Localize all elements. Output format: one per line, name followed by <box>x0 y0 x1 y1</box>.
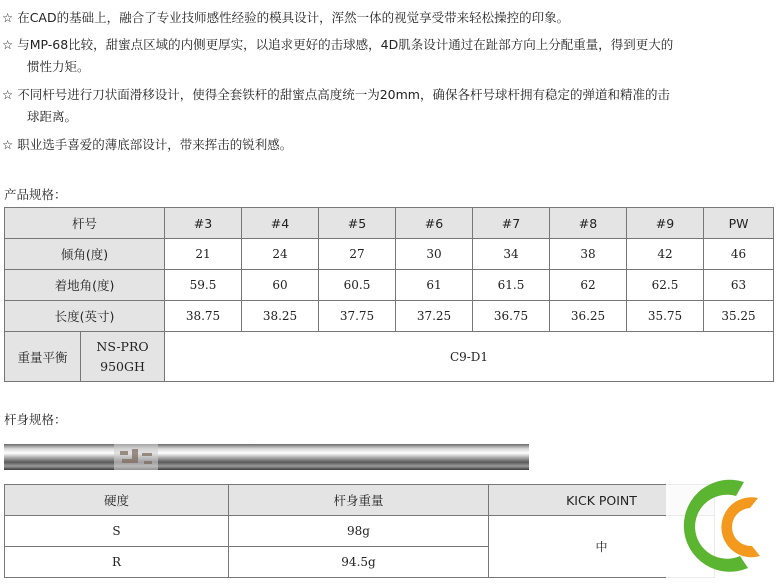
feature-text-continued: 惯性力矩。 <box>27 59 90 74</box>
club-header-cell: #8 <box>550 208 627 239</box>
table-cell: 62 <box>550 270 627 301</box>
feature-text: 在CAD的基础上，融合了专业技师感性经验的模具设计，浑然一体的视觉享受带来轻松操控的印象。 <box>17 10 570 25</box>
table-cell: 42 <box>627 239 704 270</box>
table-cell: 24 <box>242 239 319 270</box>
product-spec-label: 产品规格： <box>4 187 67 202</box>
row-label-length: 长度(英寸) <box>5 301 165 332</box>
table-cell: 46 <box>704 239 774 270</box>
table-row <box>5 516 715 547</box>
balance-row <box>5 332 774 382</box>
shaft-header-row <box>5 485 715 516</box>
balance-shaft-line2: 950GH <box>100 358 145 374</box>
table-row <box>5 270 774 301</box>
shaft-weight-header: 杆身重量 <box>229 485 489 516</box>
feature-1 <box>2 7 772 29</box>
star-icon: ☆ <box>2 137 14 152</box>
table-cell: 37.75 <box>319 301 396 332</box>
table-cell: 38.75 <box>165 301 242 332</box>
feature-text-continued: 球距离。 <box>27 109 78 124</box>
table-cell: 35.25 <box>704 301 774 332</box>
club-header-cell: #9 <box>627 208 704 239</box>
hardness-cell: R <box>5 547 229 578</box>
club-header-cell: #5 <box>319 208 396 239</box>
feature-text: 与MP-68比较，甜蜜点区域的内侧更厚实，以追求更好的击球感，4D肌条设计通过在趾部方向上分配重量，得到更大的 <box>17 37 674 52</box>
table-cell: 38.25 <box>242 301 319 332</box>
table-cell: 63 <box>704 270 774 301</box>
club-header-row <box>5 208 774 239</box>
table-cell: 30 <box>396 239 473 270</box>
table-cell: 61 <box>396 270 473 301</box>
balance-label: 重量平衡 <box>5 332 81 382</box>
row-label-loft: 倾角(度) <box>5 239 165 270</box>
brand-logo-icon <box>666 468 779 586</box>
table-cell: 38 <box>550 239 627 270</box>
weight-cell: 98g <box>229 516 489 547</box>
balance-shaft-cell <box>81 332 165 382</box>
hardness-cell: S <box>5 516 229 547</box>
product-spec-table <box>4 207 774 382</box>
feature-3 <box>2 84 772 128</box>
balance-value: C9-D1 <box>165 332 774 382</box>
kick-point-header: KICK POINT <box>489 485 715 516</box>
table-cell: 36.75 <box>473 301 550 332</box>
table-cell: 27 <box>319 239 396 270</box>
table-cell: 60.5 <box>319 270 396 301</box>
shaft-spec-label: 杆身规格： <box>4 412 67 427</box>
feature-4 <box>2 134 772 156</box>
club-header-cell: #3 <box>165 208 242 239</box>
table-row <box>5 301 774 332</box>
club-header-cell: PW <box>704 208 774 239</box>
table-cell: 21 <box>165 239 242 270</box>
club-header-cell: #4 <box>242 208 319 239</box>
table-cell: 34 <box>473 239 550 270</box>
feature-text: 职业选手喜爱的薄底部设计，带来挥击的锐利感。 <box>17 137 293 152</box>
shaft-spec-table <box>4 484 715 578</box>
feature-2 <box>2 34 772 78</box>
table-cell: 62.5 <box>627 270 704 301</box>
table-cell: 61.5 <box>473 270 550 301</box>
hardness-header: 硬度 <box>5 485 229 516</box>
balance-shaft-line1: NS-PRO <box>96 338 149 354</box>
feature-text: 不同杆号进行刀状面滑移设计，使得全套铁杆的甜蜜点高度统一为20mm，确保各杆号球杆拥有稳定的弹道和精准的击 <box>17 87 670 102</box>
shaft-body <box>4 444 529 470</box>
row-label-lie: 着地角(度) <box>5 270 165 301</box>
table-cell: 36.25 <box>550 301 627 332</box>
table-cell: 60 <box>242 270 319 301</box>
club-header-cell: #6 <box>396 208 473 239</box>
club-header-cell: #7 <box>473 208 550 239</box>
star-icon: ☆ <box>2 87 14 102</box>
star-icon: ☆ <box>2 37 14 52</box>
table-row <box>5 239 774 270</box>
shaft-image <box>4 439 529 475</box>
club-number-header: 杆号 <box>5 208 165 239</box>
kick-point-value: 中 <box>489 516 715 578</box>
weight-cell: 94.5g <box>229 547 489 578</box>
star-icon: ☆ <box>2 10 14 25</box>
table-cell: 59.5 <box>165 270 242 301</box>
table-cell: 35.75 <box>627 301 704 332</box>
table-cell: 37.25 <box>396 301 473 332</box>
